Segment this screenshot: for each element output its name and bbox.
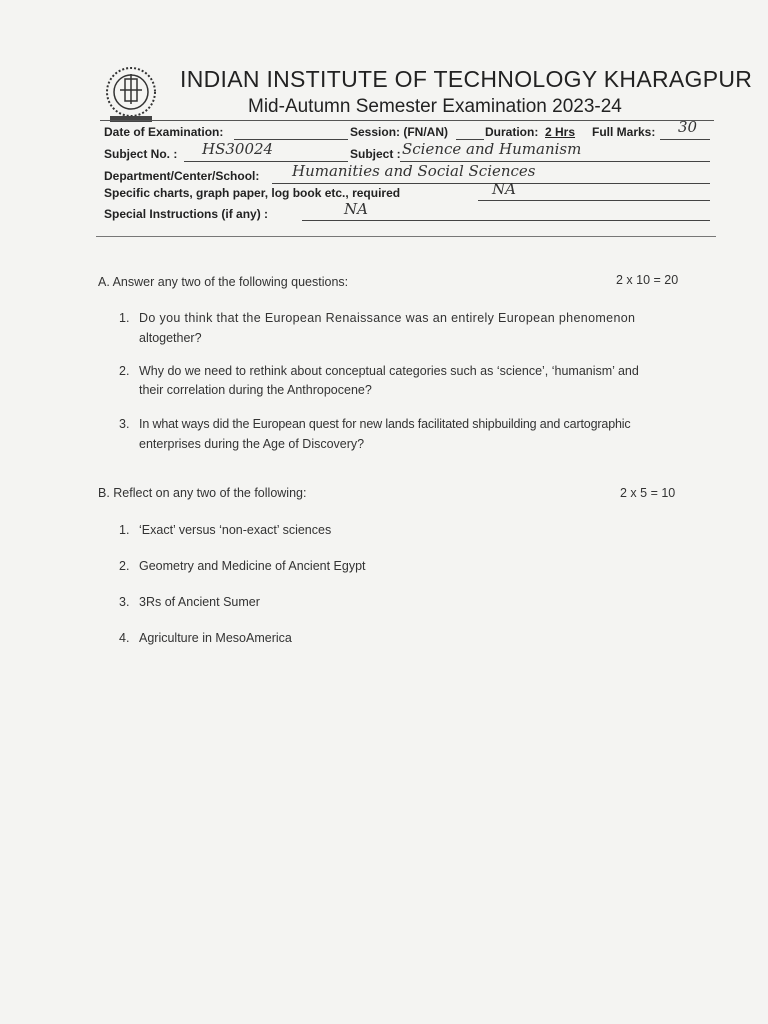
subject-no-label: Subject No. : — [104, 147, 178, 161]
question-text-continued: enterprises during the Age of Discovery? — [139, 437, 365, 451]
duration-value: 2 Hrs — [545, 125, 576, 139]
subject-label: Subject : — [350, 147, 401, 161]
question-number: 1. — [119, 311, 130, 325]
header-rule — [100, 120, 714, 121]
department-label: Department/Center/School: — [104, 169, 260, 183]
duration-label: Duration: — [485, 125, 539, 139]
full-marks-label: Full Marks: — [592, 125, 656, 139]
charts-label: Specific charts, graph paper, log book etc., required — [104, 186, 401, 200]
item-text: ‘Exact’ versus ‘non-exact’ sciences — [139, 523, 332, 537]
institute-name: INDIAN INSTITUTE OF TECHNOLOGY KHARAGPUR — [180, 66, 753, 92]
item-number: 2. — [119, 559, 130, 573]
question-text: Why do we need to rethink about conceptual categories such as ‘science’, ‘humanism’ and — [139, 364, 639, 378]
question-text-continued: altogether? — [139, 331, 202, 345]
subject-value: Science and Humanism — [402, 140, 582, 158]
section-a-heading: A. Answer any two of the following questions: — [98, 275, 349, 289]
instructions-line — [302, 220, 710, 221]
department-value: Humanities and Social Sciences — [292, 162, 536, 180]
item-number: 4. — [119, 631, 130, 645]
section-a-marks: 2 x 10 = 20 — [616, 273, 679, 287]
question-text-continued: their correlation during the Anthropocene? — [139, 383, 372, 397]
question-number: 2. — [119, 364, 130, 378]
item-text: 3Rs of Ancient Sumer — [139, 595, 260, 609]
instructions-label: Special Instructions (if any) : — [104, 207, 269, 221]
department-line — [272, 183, 710, 184]
exam-title: Mid-Autumn Semester Examination 2023-24 — [248, 96, 622, 117]
question-text: In what ways did the European quest for new lands facilitated shipbuilding and cartographic — [139, 417, 631, 431]
full-marks-line — [660, 139, 710, 140]
item-number: 1. — [119, 523, 130, 537]
item-text: Agriculture in MesoAmerica — [139, 631, 292, 645]
subject-no-value: HS30024 — [202, 140, 274, 158]
question-number: 3. — [119, 417, 130, 431]
section-b-heading: B. Reflect on any two of the following: — [98, 486, 307, 500]
charts-line — [478, 200, 710, 201]
instructions-value: NA — [344, 200, 368, 218]
full-marks-value: 30 — [678, 118, 698, 136]
iit-kharagpur-emblem — [100, 64, 162, 126]
form-bottom-rule — [96, 236, 716, 237]
item-number: 3. — [119, 595, 130, 609]
session-label: Session: (FN/AN) — [350, 125, 449, 139]
question-text: Do you think that the European Renaissance was an entirely European phenomenon — [139, 311, 636, 325]
charts-value: NA — [492, 180, 516, 198]
date-label: Date of Examination: — [104, 125, 224, 139]
section-b-marks: 2 x 5 = 10 — [620, 486, 676, 500]
item-text: Geometry and Medicine of Ancient Egypt — [139, 559, 366, 573]
